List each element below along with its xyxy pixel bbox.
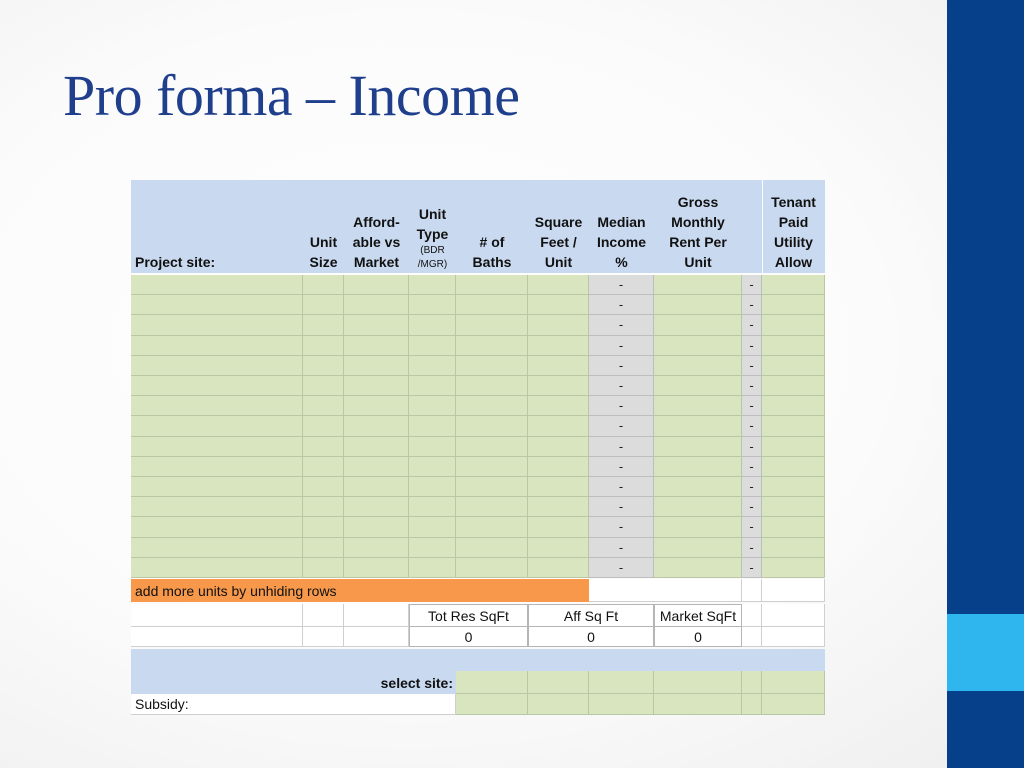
cell-median-income: -: [589, 396, 654, 416]
header-median-income: [589, 180, 654, 273]
header-baths-line: # of: [479, 234, 505, 250]
totals-value: 0: [528, 627, 654, 647]
cell-gross-rent[interactable]: [654, 497, 742, 517]
cell-tenant-utility[interactable]: [762, 477, 825, 497]
cell-baths[interactable]: [456, 477, 528, 497]
cell-square-feet[interactable]: [528, 356, 589, 376]
cell-affordable-vs-market[interactable]: [344, 275, 409, 295]
cell-median-income: -: [589, 376, 654, 396]
cell-square-feet[interactable]: [528, 315, 589, 335]
cell-affordable-vs-market[interactable]: [344, 437, 409, 457]
header-square-feet-line: Feet /: [540, 234, 577, 250]
select-site-label: select site:: [380, 674, 453, 691]
cell-baths[interactable]: [456, 396, 528, 416]
cell-unit-type[interactable]: [409, 336, 456, 356]
cell-affordable-vs-market[interactable]: [344, 295, 409, 315]
cell-affordable-vs-market[interactable]: [344, 457, 409, 477]
cell-baths[interactable]: [456, 336, 528, 356]
cell-median-income: -: [589, 315, 654, 335]
cell-affordable-vs-market[interactable]: [344, 336, 409, 356]
cell-square-feet[interactable]: [528, 497, 589, 517]
subsidy-cell[interactable]: [589, 694, 654, 715]
cell-tenant-utility[interactable]: [762, 538, 825, 558]
spacer-band: [131, 649, 825, 671]
cell-blank: [303, 627, 344, 647]
cell-unit-size[interactable]: [303, 558, 344, 578]
cell-project-site[interactable]: [131, 437, 303, 457]
cell-blank: [589, 579, 742, 602]
cell-median-income: -: [589, 558, 654, 578]
header-unit-size: [303, 180, 344, 273]
cell-tenant-utility[interactable]: [762, 558, 825, 578]
cell-median-income: -: [589, 416, 654, 436]
cell-gross-rent[interactable]: [654, 538, 742, 558]
cell-gross-rent[interactable]: [654, 517, 742, 537]
cell-blank: [762, 579, 825, 602]
cell-project-site[interactable]: [131, 538, 303, 558]
select-site-cell[interactable]: [742, 671, 762, 694]
cell-baths[interactable]: [456, 558, 528, 578]
cell-unit-size[interactable]: [303, 457, 344, 477]
cell-baths[interactable]: [456, 275, 528, 295]
totals-label: Tot Res SqFt: [409, 604, 528, 627]
cell-median-income: -: [589, 295, 654, 315]
cell-median-income: -: [589, 336, 654, 356]
cell-median-income: -: [589, 275, 654, 295]
header-unit-size-line: Size: [309, 254, 338, 270]
cell-blank: [303, 604, 344, 627]
cell-square-feet[interactable]: [528, 416, 589, 436]
cell-gross-rent[interactable]: [654, 356, 742, 376]
header-square-feet-line: Square: [534, 214, 583, 230]
totals-value: 0: [654, 627, 742, 647]
cell-tenant-utility[interactable]: [762, 416, 825, 436]
cell-unit-type[interactable]: [409, 457, 456, 477]
header-gross-rent-line: Monthly: [671, 214, 725, 230]
cell-square-feet[interactable]: [528, 437, 589, 457]
cell-blank: [344, 627, 409, 647]
cell-gross-rent[interactable]: [654, 396, 742, 416]
subsidy-cell[interactable]: [654, 694, 742, 715]
add-more-units-note: add more units by unhiding rows: [131, 579, 589, 602]
cell-baths[interactable]: [456, 497, 528, 517]
cell-baths[interactable]: [456, 315, 528, 335]
cell-calc: -: [742, 517, 762, 537]
cell-tenant-utility[interactable]: [762, 356, 825, 376]
cell-blank: [742, 579, 762, 602]
totals-label: Market SqFt: [654, 604, 742, 627]
cell-calc: -: [742, 356, 762, 376]
cell-affordable-vs-market[interactable]: [344, 517, 409, 537]
pro-forma-spreadsheet: [131, 180, 825, 718]
cell-median-income: -: [589, 477, 654, 497]
header-tenant-utility-line: Utility: [774, 234, 813, 250]
cell-project-site[interactable]: [131, 356, 303, 376]
cell-project-site[interactable]: [131, 497, 303, 517]
cell-calc: -: [742, 497, 762, 517]
cell-square-feet[interactable]: [528, 558, 589, 578]
cell-blank: [344, 604, 409, 627]
cell-tenant-utility[interactable]: [762, 437, 825, 457]
cell-blank: [742, 604, 762, 627]
cell-calc: -: [742, 315, 762, 335]
cell-baths[interactable]: [456, 538, 528, 558]
cell-unit-type[interactable]: [409, 416, 456, 436]
totals-label: Aff Sq Ft: [528, 604, 654, 627]
cell-calc: -: [742, 275, 762, 295]
header-affordable-vs-market-line: able vs: [352, 234, 401, 250]
cell-tenant-utility[interactable]: [762, 336, 825, 356]
header-unit-type-line: Type: [416, 226, 449, 242]
header-gross-rent-line: Rent Per: [669, 234, 727, 250]
cell-unit-type[interactable]: [409, 497, 456, 517]
cell-affordable-vs-market[interactable]: [344, 396, 409, 416]
cell-affordable-vs-market[interactable]: [344, 356, 409, 376]
cell-project-site[interactable]: [131, 275, 303, 295]
header-affordable-vs-market-line: Market: [353, 254, 400, 270]
cell-square-feet[interactable]: [528, 396, 589, 416]
header-gross-rent-line: Gross: [677, 194, 719, 210]
cell-unit-type[interactable]: [409, 437, 456, 457]
header-baths: [456, 180, 528, 273]
cell-calc: -: [742, 396, 762, 416]
cell-unit-type[interactable]: [409, 396, 456, 416]
cell-calc: -: [742, 416, 762, 436]
cell-tenant-utility[interactable]: [762, 376, 825, 396]
cell-gross-rent[interactable]: [654, 416, 742, 436]
cell-unit-size[interactable]: [303, 517, 344, 537]
cell-unit-size[interactable]: [303, 538, 344, 558]
cell-median-income: -: [589, 538, 654, 558]
cell-blank: [742, 627, 762, 647]
cell-affordable-vs-market[interactable]: [344, 538, 409, 558]
cell-unit-size[interactable]: [303, 336, 344, 356]
cell-unit-size[interactable]: [303, 396, 344, 416]
cell-median-income: -: [589, 457, 654, 477]
header-unit-type-line: (BDR: [420, 245, 445, 256]
cell-calc: -: [742, 457, 762, 477]
header-tenant-utility-line: Allow: [774, 254, 813, 270]
cell-calc: -: [742, 295, 762, 315]
cell-project-site[interactable]: [131, 295, 303, 315]
cell-unit-type[interactable]: [409, 477, 456, 497]
cell-square-feet[interactable]: [528, 538, 589, 558]
header-square-feet: [528, 180, 589, 273]
cell-tenant-utility[interactable]: [762, 275, 825, 295]
cell-gross-rent[interactable]: [654, 336, 742, 356]
cell-unit-size[interactable]: [303, 315, 344, 335]
select-site-cell[interactable]: [456, 671, 528, 694]
cell-baths[interactable]: [456, 517, 528, 537]
totals-value: 0: [409, 627, 528, 647]
header-baths-line: Baths: [472, 254, 512, 270]
cell-baths[interactable]: [456, 457, 528, 477]
cell-project-site[interactable]: [131, 558, 303, 578]
cell-unit-type[interactable]: [409, 295, 456, 315]
cell-project-site[interactable]: [131, 336, 303, 356]
cell-unit-size[interactable]: [303, 416, 344, 436]
cell-gross-rent[interactable]: [654, 437, 742, 457]
cell-tenant-utility[interactable]: [762, 457, 825, 477]
header-project-site: Project site:: [135, 254, 216, 270]
cell-unit-size[interactable]: [303, 477, 344, 497]
cell-gross-rent[interactable]: [654, 315, 742, 335]
subsidy-cell[interactable]: [528, 694, 589, 715]
cell-project-site[interactable]: [131, 457, 303, 477]
cell-gross-rent[interactable]: [654, 275, 742, 295]
select-site-cell[interactable]: [528, 671, 589, 694]
cell-square-feet[interactable]: [528, 275, 589, 295]
cell-unit-size[interactable]: [303, 275, 344, 295]
subsidy-cell[interactable]: [742, 694, 762, 715]
header-affordable-vs-market-line: Afford-: [353, 214, 400, 230]
header-median-income-line: Median: [597, 214, 646, 230]
select-site-cell[interactable]: [654, 671, 742, 694]
cell-median-income: -: [589, 356, 654, 376]
cell-affordable-vs-market[interactable]: [344, 416, 409, 436]
cell-unit-size[interactable]: [303, 295, 344, 315]
cell-square-feet[interactable]: [528, 457, 589, 477]
select-site-cell[interactable]: [589, 671, 654, 694]
cell-baths[interactable]: [456, 356, 528, 376]
header-unit-type-line: Unit: [418, 206, 447, 222]
cell-affordable-vs-market[interactable]: [344, 315, 409, 335]
cell-unit-type[interactable]: [409, 315, 456, 335]
cell-blank: [762, 604, 825, 627]
cell-median-income: -: [589, 437, 654, 457]
slide-title: Pro forma – Income: [63, 63, 520, 128]
cell-affordable-vs-market[interactable]: [344, 477, 409, 497]
cell-blank: [131, 604, 303, 627]
cell-project-site[interactable]: [131, 376, 303, 396]
cell-square-feet[interactable]: [528, 336, 589, 356]
cell-baths[interactable]: [456, 437, 528, 457]
header-unit-size-line: Unit: [309, 234, 338, 250]
cell-project-site[interactable]: [131, 517, 303, 537]
cell-tenant-utility[interactable]: [762, 396, 825, 416]
slide-accent-block: [947, 614, 1024, 691]
cell-unit-type[interactable]: [409, 275, 456, 295]
header-square-feet-line: Unit: [544, 254, 573, 270]
cell-project-site[interactable]: [131, 396, 303, 416]
header-median-income-line: %: [615, 254, 628, 270]
subsidy-cell[interactable]: [456, 694, 528, 715]
cell-project-site[interactable]: [131, 416, 303, 436]
cell-median-income: -: [589, 517, 654, 537]
cell-project-site[interactable]: [131, 315, 303, 335]
select-site-cell[interactable]: [762, 671, 825, 694]
cell-baths[interactable]: [456, 416, 528, 436]
cell-tenant-utility[interactable]: [762, 295, 825, 315]
cell-tenant-utility[interactable]: [762, 517, 825, 537]
cell-gross-rent[interactable]: [654, 376, 742, 396]
cell-unit-size[interactable]: [303, 437, 344, 457]
cell-tenant-utility[interactable]: [762, 315, 825, 335]
cell-median-income: -: [589, 497, 654, 517]
cell-affordable-vs-market[interactable]: [344, 558, 409, 578]
cell-baths[interactable]: [456, 295, 528, 315]
cell-square-feet[interactable]: [528, 295, 589, 315]
cell-unit-size[interactable]: [303, 497, 344, 517]
cell-unit-type[interactable]: [409, 538, 456, 558]
cell-calc: -: [742, 477, 762, 497]
cell-blank: [131, 627, 303, 647]
cell-calc: -: [742, 538, 762, 558]
header-tenant-utility-line: Tenant: [771, 194, 816, 210]
header-unit-type-line: /MGR): [417, 259, 448, 270]
header-median-income-line: Income: [596, 234, 646, 250]
cell-calc: -: [742, 558, 762, 578]
header-gross-rent-line: Unit: [684, 254, 712, 270]
cell-calc: -: [742, 437, 762, 457]
cell-square-feet[interactable]: [528, 477, 589, 497]
subsidy-label: Subsidy:: [131, 694, 456, 715]
cell-square-feet[interactable]: [528, 376, 589, 396]
header-tenant-utility: [762, 180, 825, 273]
cell-tenant-utility[interactable]: [762, 497, 825, 517]
subsidy-cell[interactable]: [762, 694, 825, 715]
cell-calc: -: [742, 336, 762, 356]
cell-gross-rent[interactable]: [654, 295, 742, 315]
cell-unit-type[interactable]: [409, 517, 456, 537]
cell-unit-type[interactable]: [409, 356, 456, 376]
cell-unit-type[interactable]: [409, 376, 456, 396]
cell-unit-size[interactable]: [303, 356, 344, 376]
cell-gross-rent[interactable]: [654, 558, 742, 578]
header-gross-rent: [654, 180, 742, 273]
header-tenant-utility-line: Paid: [778, 214, 809, 230]
header-unit-type: [409, 180, 456, 273]
cell-square-feet[interactable]: [528, 517, 589, 537]
cell-gross-rent[interactable]: [654, 457, 742, 477]
cell-unit-size[interactable]: [303, 376, 344, 396]
cell-calc: -: [742, 376, 762, 396]
cell-project-site[interactable]: [131, 477, 303, 497]
cell-baths[interactable]: [456, 376, 528, 396]
cell-affordable-vs-market[interactable]: [344, 497, 409, 517]
cell-affordable-vs-market[interactable]: [344, 376, 409, 396]
header-affordable-vs-market: [344, 180, 409, 273]
cell-blank: [762, 627, 825, 647]
cell-unit-type[interactable]: [409, 558, 456, 578]
cell-gross-rent[interactable]: [654, 477, 742, 497]
